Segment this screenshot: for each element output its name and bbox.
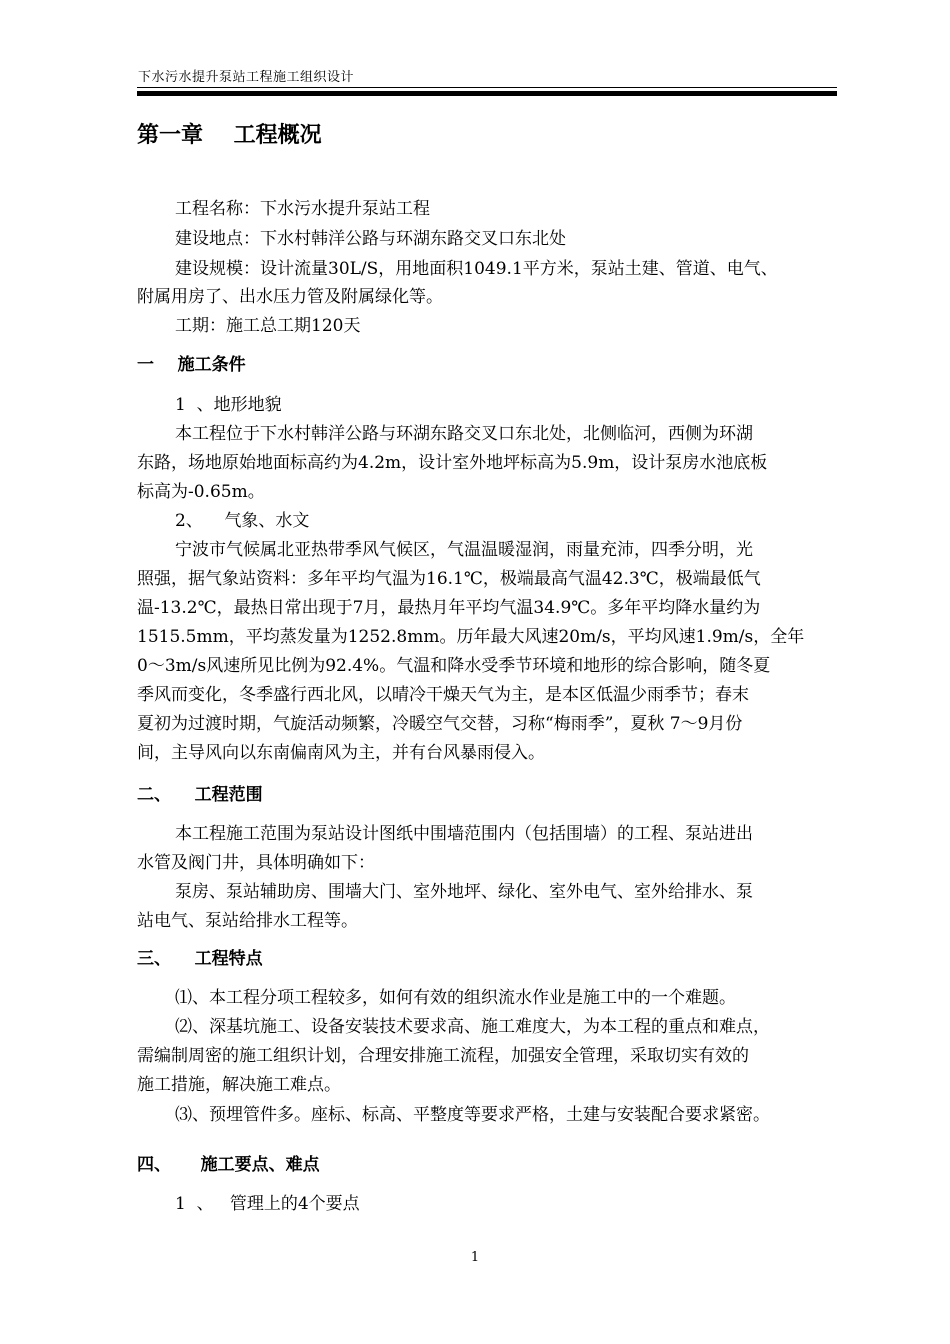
subsection-heading: 2、 气象、水文	[175, 511, 310, 531]
paragraph-line: 宁波市气候属北亚热带季风气候区，气温温暖湿润，雨量充沛，四季分明，光	[175, 540, 753, 560]
paragraph-line: 工程名称：下水污水提升泵站工程	[175, 199, 430, 219]
paragraph-line: 泵房、泵站辅助房、围墙大门、室外地坪、绿化、室外电气、室外给排水、泵	[175, 882, 753, 902]
section-heading: 三、 工程特点	[137, 949, 263, 969]
paragraph-line: 建设规模：设计流量30L/S，用地面积1049.1平方米，泵站土建、管道、电气、	[175, 259, 778, 279]
page-number: 1	[470, 1250, 480, 1265]
section-heading: 四、 施工要点、难点	[137, 1155, 320, 1175]
paragraph-line: 建设地点：下水村韩洋公路与环湖东路交叉口东北处	[175, 229, 566, 249]
paragraph-line: ⑴、本工程分项工程较多，如何有效的组织流水作业是施工中的一个难题。	[175, 988, 736, 1008]
paragraph-line: 施工措施，解决施工难点。	[137, 1075, 341, 1095]
paragraph-line: 季风而变化，冬季盛行西北风，以晴冷干燥天气为主，是本区低温少雨季节；春末	[137, 685, 749, 705]
paragraph-line: 附属用房了、出水压力管及附属绿化等。	[137, 287, 443, 307]
subsection-heading: 1 、 管理上的4个要点	[175, 1194, 360, 1214]
paragraph-line: 需编制周密的施工组织计划，合理安排施工流程，加强安全管理，采取切实有效的	[137, 1046, 749, 1066]
paragraph-line: 本工程施工范围为泵站设计图纸中围墙范围内（包括围墙）的工程、泵站进出	[175, 824, 753, 844]
paragraph-line: 东路，场地原始地面标高约为4.2m，设计室外地坪标高为5.9m，设计泵房水池底板	[137, 453, 768, 473]
paragraph-line: 工期：施工总工期120天	[175, 316, 361, 336]
paragraph-line: 间，主导风向以东南偏南风为主，并有台风暴雨侵入。	[137, 743, 545, 763]
paragraph-line: 1515.5mm，平均蒸发量为1252.8mm。历年最大风速20m/s，平均风速1.9m/s，全年	[137, 627, 805, 647]
paragraph-line: ⑵、深基坑施工、设备安装技术要求高、施工难度大，为本工程的重点和难点，	[175, 1017, 770, 1037]
paragraph-line: 水管及阀门井，具体明确如下：	[137, 853, 375, 873]
paragraph-line: 站电气、泵站给排水工程等。	[137, 911, 358, 931]
paragraph-line: 夏初为过渡时期，气旋活动频繁，冷暖空气交替，习称“梅雨季”，夏秋 7～9月份	[137, 714, 743, 734]
page-header-title: 下水污水提升泵站工程施工组织设计	[138, 70, 355, 85]
header-rule-thin	[137, 87, 837, 88]
section-heading: 二、 工程范围	[137, 785, 263, 805]
paragraph-line: 本工程位于下水村韩洋公路与环湖东路交叉口东北处，北侧临河，西侧为环湖	[175, 424, 753, 444]
section-heading: 一 施工条件	[137, 355, 246, 375]
paragraph-line: ⑶、预埋管件多。座标、标高、平整度等要求严格，土建与安装配合要求紧密。	[175, 1105, 770, 1125]
paragraph-line: 照强，据气象站资料：多年平均气温为16.1℃，极端最高气温42.3℃，极端最低气	[137, 569, 761, 589]
paragraph-line: 0～3m/s风速所见比例为92.4%。气温和降水受季节环境和地形的综合影响，随冬夏	[137, 656, 771, 676]
paragraph-line: 标高为-0.65m。	[137, 482, 265, 502]
subsection-heading: 1 、地形地貌	[175, 395, 282, 415]
paragraph-line: 温-13.2℃，最热日常出现于7月，最热月年平均气温34.9℃。多年平均降水量约为	[137, 598, 761, 618]
header-rule-thick	[137, 91, 837, 96]
chapter-title: 第一章 工程概况	[137, 123, 322, 148]
